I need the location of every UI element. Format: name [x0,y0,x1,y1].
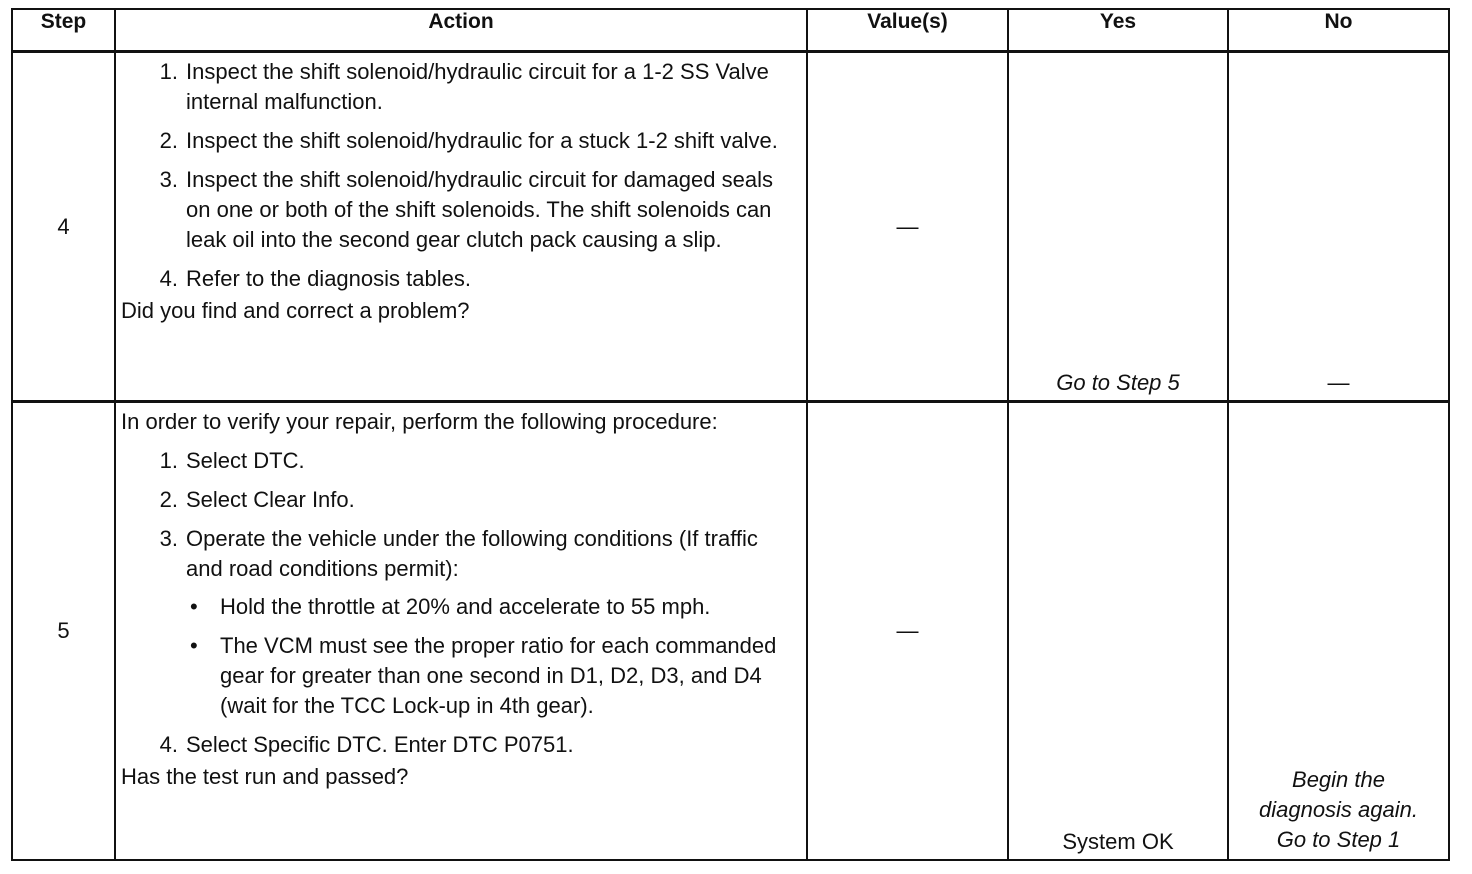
list-item-text: Select DTC. [186,448,305,473]
bullet-glyph: • [190,633,198,658]
list-item-number: 1. [159,448,178,473]
list-item-number: 3. [159,526,178,551]
header-values: Value(s) [807,9,1008,52]
list-item-text: Select Clear Info. [186,487,355,512]
no-line-1: Begin the [1292,766,1385,792]
value-cell: — [807,402,1008,860]
action-list [121,57,796,294]
list-item-number: 2. [159,487,178,512]
no-line-3: Go to Step 1 [1276,826,1401,852]
bullet-text: The VCM must see the proper ratio for each commanded gear for greater than one second in D1, D2, D3, and D4 (wait for the TCC Lock-up in 4th gear). [220,633,777,718]
list-item-number: 4. [159,266,178,291]
list-item-number: 4. [159,732,178,757]
header-action: Action [115,9,807,52]
list-item-text: Refer to the diagnosis tables. [186,266,471,291]
list-item [121,126,796,156]
step-number: 4 [12,52,115,402]
bullet-item [186,631,796,721]
action-cell [115,52,807,402]
bullet-glyph: • [190,594,198,619]
intro-text: In order to verify your repair, perform the following procedure: [121,409,718,434]
list-item [121,264,796,294]
no-cell [1228,402,1449,860]
list-item-text: Inspect the shift solenoid/hydraulic for a stuck 1-2 shift valve. [186,128,778,153]
list-item [121,165,796,255]
list-item-number: 3. [159,167,178,192]
action-list [121,446,796,760]
list-item [121,485,796,515]
yes-cell: System OK [1008,402,1228,860]
condition-bullets [186,592,796,721]
list-item-number: 1. [159,59,178,84]
list-item [121,524,796,721]
header-row [12,9,1449,52]
no-line-2: diagnosis again. [1258,796,1418,822]
list-item [121,730,796,760]
list-item [121,446,796,476]
no-cell: — [1228,52,1449,402]
diagnostic-table [11,8,1450,861]
list-item-text: Select Specific DTC. Enter DTC P0751. [186,732,574,757]
header-no: No [1228,9,1449,52]
header-step: Step [12,9,115,52]
table-row-step-4 [12,52,1449,402]
table-row-step-5 [12,402,1449,860]
list-item-text: Inspect the shift solenoid/hydraulic circuit for damaged seals on one or both of the shift solenoids. The shift solenoids can leak oil into the second gear clutch pack causing a slip. [186,167,773,252]
step-number: 5 [12,402,115,860]
value-cell: — [807,52,1008,402]
bullet-text: Hold the throttle at 20% and accelerate to 55 mph. [220,594,711,619]
list-item [121,57,796,117]
list-item-text: Inspect the shift solenoid/hydraulic circuit for a 1-2 SS Valve internal malfunction. [186,59,769,114]
question-text: Has the test run and passed? [121,764,409,789]
list-item-number: 2. [159,128,178,153]
bullet-item [186,592,796,622]
list-item-text: Operate the vehicle under the following conditions (If traffic and road conditions permit): [186,526,758,581]
header-yes: Yes [1008,9,1228,52]
action-cell [115,402,807,860]
question-text: Did you find and correct a problem? [121,298,470,323]
yes-cell: Go to Step 5 [1008,52,1228,402]
